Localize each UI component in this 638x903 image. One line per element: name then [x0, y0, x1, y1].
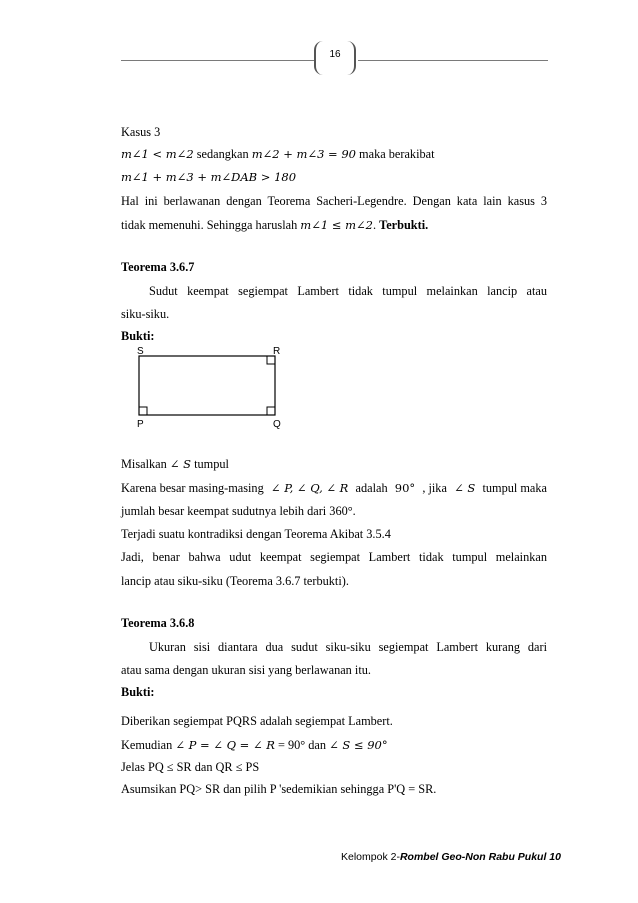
- text: = 90° dan: [274, 738, 330, 752]
- vertex-label-r: R: [273, 346, 281, 357]
- right-angle-mark-q: [267, 407, 275, 415]
- math-angles: ∠ P = ∠ Q = ∠ R: [175, 738, 275, 752]
- header-rule-left: [121, 60, 315, 61]
- vertex-label-q: Q: [273, 419, 281, 430]
- bukti-label-2: [121, 684, 155, 700]
- kasus-title: Kasus 3: [121, 125, 161, 139]
- math-equation: m∠2 + m∠3 = 90: [251, 147, 356, 161]
- math-inequality: ∠ S ≤ 90°: [329, 738, 388, 752]
- kasus-line-1: [121, 146, 435, 162]
- math-inequality: m∠1 < m∠2: [121, 147, 194, 161]
- right-angle-mark-p: [139, 407, 147, 415]
- text: tumpul: [191, 457, 229, 471]
- bukti-line-2: [121, 480, 547, 496]
- teorema-367-title: [121, 259, 194, 275]
- bukti2-line-4: Asumsikan PQ> SR dan pilih P 'sedemikian sehingga P'Q = SR.: [121, 782, 437, 796]
- text: Kemudian: [121, 738, 176, 752]
- kasus-para-line-2: [121, 217, 428, 233]
- text: , jika: [422, 481, 447, 495]
- quadrilateral-pqrs: [139, 356, 275, 415]
- bukti-line-1: [121, 456, 229, 472]
- kasus-line-2: [121, 169, 296, 185]
- text: Karena besar masing-masing: [121, 481, 264, 495]
- footer-italic: Rombel Geo-Non Rabu Pukul 10: [399, 851, 561, 863]
- text: tumpul maka: [482, 481, 547, 495]
- page-number: 16: [329, 49, 341, 60]
- bukti-line-5: Jadi, benar bahwa udut keempat segiempat Lambert tidak tumpul melainkan: [121, 550, 547, 564]
- bukti2-line-2: [121, 737, 388, 753]
- teorema-367-statement-2: siku-siku.: [121, 307, 170, 321]
- heading: Bukti:: [121, 685, 155, 699]
- text: adalah: [355, 481, 388, 495]
- heading: Bukti:: [121, 329, 155, 343]
- text: tidak memenuhi. Sehingga haruslah: [121, 218, 301, 232]
- header-rule-right: [358, 60, 548, 61]
- heading: Teorema 3.6.7: [121, 260, 195, 274]
- lambert-quadrilateral-figure: [121, 340, 301, 430]
- math-angles: ∠ P, ∠ Q, ∠ R: [270, 481, 349, 495]
- math-inequality: m∠1 ≤ m∠2: [300, 218, 373, 232]
- bukti-line-6: lancip atau siku-siku (Teorema 3.6.7 terbukti).: [121, 574, 349, 588]
- page-footer: [341, 851, 561, 863]
- math-degree: 90°: [394, 481, 416, 495]
- conclusion: Terbukti.: [379, 218, 429, 232]
- bukti-line-4: Terjadi suatu kontradiksi dengan Teorema Akibat 3.5.4: [121, 527, 391, 541]
- teorema-368-statement-2: atau sama dengan ukuran sisi yang berlawanan itu.: [121, 663, 371, 677]
- kasus-para-line-1: Hal ini berlawanan dengan Teorema Sacheri-Legendre. Dengan kata lain kasus 3: [121, 194, 547, 208]
- math-angle: ∠ S: [169, 457, 192, 471]
- text: Misalkan: [121, 457, 170, 471]
- bukti-line-3: jumlah besar keempat sudutnya lebih dari 360°.: [121, 504, 356, 518]
- text: maka berakibat: [355, 147, 435, 161]
- right-angle-mark-r: [267, 356, 275, 364]
- teorema-368-statement-1: Ukuran sisi diantara dua sudut siku-siku segiempat Lambert kurang dari: [149, 640, 547, 654]
- teorema-367-statement-1: Sudut keempat segiempat Lambert tidak tumpul melainkan lancip atau: [149, 284, 547, 298]
- math-inequality: m∠1 + m∠3 + m∠DAB > 180: [121, 170, 297, 184]
- math-angle: ∠ S: [454, 481, 476, 495]
- text: sedangkan: [193, 147, 252, 161]
- teorema-368-title: [121, 615, 194, 631]
- heading: Teorema 3.6.8: [121, 616, 195, 630]
- vertex-label-p: P: [137, 419, 144, 430]
- bukti2-line-1: Diberikan segiempat PQRS adalah segiempat Lambert.: [121, 714, 393, 728]
- text: .: [372, 218, 380, 232]
- footer-prefix: Kelompok 2-: [341, 851, 400, 863]
- vertex-label-s: S: [137, 346, 144, 357]
- bukti2-line-3: Jelas PQ ≤ SR dan QR ≤ PS: [121, 760, 260, 774]
